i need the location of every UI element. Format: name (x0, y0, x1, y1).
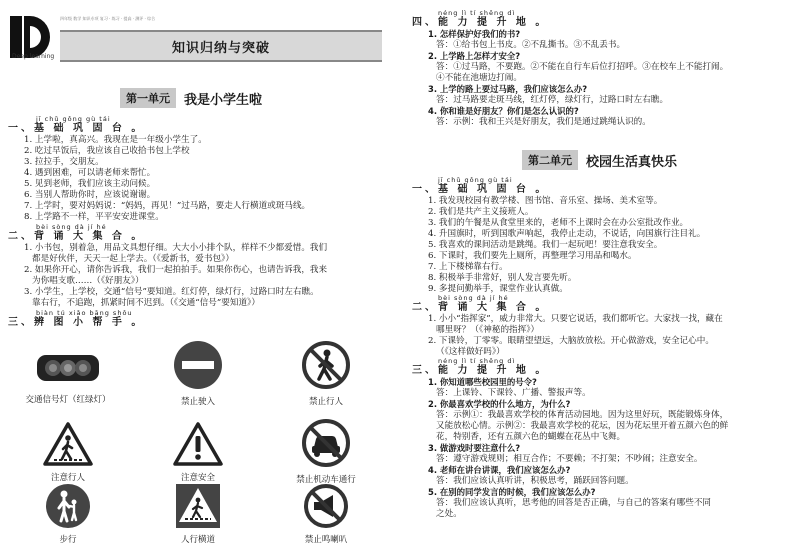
sign-crosswalk (138, 483, 258, 545)
section-title: 二、背 诵 大 集 合 。 (412, 302, 549, 313)
question: 1. 你知道哪些校园里的号令? (428, 377, 537, 387)
unit-1-tag: 第一单元 (120, 88, 176, 108)
list-item: 7. 上学时，要对妈妈说：“妈妈，再见！”过马路，要走人行横道或斑马线。 (24, 201, 311, 211)
section-pinyin: néng lì tí shēng dì (438, 9, 516, 17)
sign-caution (138, 421, 258, 483)
list-item: 8. 上学路不一样，平平安安进课堂。 (24, 212, 164, 222)
list-item: 2. 我们是共产主义接班人。 (428, 207, 534, 217)
sign-no-motor-vehicles (266, 417, 386, 485)
question: 4. 你和谁是好朋友？你们是怎么认识的? (428, 106, 579, 116)
sign-label: 人行横道 (180, 535, 215, 545)
section-pinyin: jī chǔ gǒng gù tái (36, 115, 111, 123)
unit-2-name: 校园生活真快乐 (586, 154, 678, 170)
list-item: 3. 小学生，上学校，交通“信号”要知道。红灯停，绿灯行，过路口时左右瞧。 (24, 287, 319, 297)
answer: 答：①给书包上书皮。②不乱撕书。③不乱丢书。 (436, 40, 626, 50)
question: 2. 上学路上怎样才安全? (428, 51, 521, 61)
list-item: 7. 上下楼梯靠右行。 (428, 262, 508, 272)
answer: 答：过马路要走斑马线，红灯停，绿灯行，过路口时左右瞧。 (436, 95, 669, 105)
section-title: 一、基 础 巩 固 台 。 (412, 184, 549, 195)
section-title: 一、基 础 巩 固 台 。 (8, 123, 145, 134)
no-horn-icon (303, 483, 349, 529)
caution-icon (172, 421, 224, 467)
sign-label: 注意安全 (180, 473, 215, 483)
no-entry-icon (172, 339, 224, 391)
list-item: 1. 我发现校园有教学楼、图书馆、音乐室、操场、美术室等。 (428, 196, 663, 206)
answer: 又能放松心情。示例②：我最喜欢学校的花坛，因为花坛里开着五颜六色的鲜 (436, 421, 729, 431)
list-item: 6. 下课时，我们要先上厕所，再整理学习用品和喝水。 (428, 251, 637, 261)
answer: 答：遵守游戏规则；相互合作；不要赖；不打架；不吵闹；注意安全。 (436, 454, 703, 464)
answer: 答：我们应该认真听，思考他的回答是否正确，与自己的答案有哪些不同 (436, 498, 712, 508)
list-item: 3. 拉拉手，交朋友。 (24, 157, 104, 167)
sign-watch-pedestrians (8, 421, 128, 483)
answer: 答：我们应该认真听讲，积极思考，踊跃回答问题。 (436, 476, 634, 486)
sign-traffic-light (8, 345, 128, 405)
list-item-cont: 为你唱支歌……（《好朋友》） (32, 276, 144, 286)
list-item: 2. 如果你开心，请你告诉我，我们一起拍拍手。如果你伤心，也请告诉我，我来 (24, 265, 328, 275)
unit-1-section-1 (8, 116, 388, 329)
list-item: 1. 上学啦，真高兴。我现在是一年级小学生了。 (24, 135, 207, 145)
section-pinyin: néng lì tí shēng dì (438, 357, 516, 365)
list-item: 9. 多提问勤举手，课堂作业认真做。 (428, 284, 568, 294)
list-item: 4. 升国旗时，听到国歌声响起，我停止走动，不说话，向国旗行注目礼。 (428, 229, 706, 239)
section-pinyin: biàn tú xiǎo bāng shǒu (36, 309, 133, 317)
list-item: 3. 我们的午餐是从食堂里来的，老师不上课时会在办公室批改作业。 (428, 218, 689, 228)
unit-1-heading (120, 88, 262, 108)
watch-pedestrians-icon (42, 421, 94, 467)
sign-label: 禁止机动车通行 (296, 475, 356, 485)
header-small-print: 四年级 数学 知识专项 复习 · 练习 · 提高 · 测评 · 综合 (60, 16, 156, 21)
list-item: 2. 吃过早饭后，我应该自己收拾书包上学校 (24, 146, 190, 156)
list-item-cont: 哪里呀？（《神秘的指挥》） (436, 325, 540, 335)
traffic-light-icon (33, 345, 103, 389)
section-title: 三、能 力 提 升 地 。 (412, 365, 549, 376)
question: 3. 上学的路上要过马路，我们应该怎么办? (428, 84, 588, 94)
section-title: 三、辨 图 小 帮 手 。 (8, 317, 145, 328)
sign-label: 禁止鸣喇叭 (304, 535, 348, 545)
list-item-cont: （《这样做好吗》） (436, 347, 505, 357)
answer: 之处。 (436, 509, 462, 519)
list-item-cont: 靠右行，不追跑，抓紧时间不迟到。（《交通“信号”要知道》） (32, 298, 260, 308)
sign-label: 交通信号灯（红绿灯） (25, 395, 111, 405)
no-motor-vehicles-icon (300, 417, 352, 469)
walk-icon (45, 483, 91, 529)
list-item: 1. 小书包，别着急，用品文具想仔细。大大小小排个队，样样不少都爱惜。我们 (24, 243, 328, 253)
list-item: 5. 我喜欢的课间活动是跳绳。我们一起玩吧！要注意我安全。 (428, 240, 663, 250)
answer: 花，特别香，还有五颜六色的蝴蝶在花丛中飞舞。 (436, 432, 626, 442)
list-item: 8. 积极举手非常好，别人发言要先听。 (428, 273, 577, 283)
list-item: 5. 见到老师，我们应该主动问候。 (24, 179, 156, 189)
unit-2-tag: 第二单元 (522, 150, 578, 170)
sign-no-entry (138, 339, 258, 407)
question: 1. 怎样保护好我们的书? (428, 29, 521, 39)
list-item: 1. 小小“指挥家”，威力非常大。只要它说话，我们都听它。大家找一找，藏在 (428, 314, 723, 324)
logo-text: Deep learning (12, 53, 55, 60)
list-item-cont: 都是好伙伴，天天一起上学去。（《爱新书，爱书包》） (32, 254, 234, 264)
unit-1-section-4 (412, 10, 804, 128)
question: 2. 你最喜欢学校的什么地方，为什么? (428, 399, 571, 409)
question: 5. 在别的同学发言的时候，我们应该怎么办? (428, 487, 596, 497)
no-pedestrians-icon (300, 339, 352, 391)
answer: 答：上课铃、下课铃、广播、警报声等。 (436, 388, 591, 398)
answer: 答：示例①：我最喜欢学校的体育活动园地。因为这里好玩，既能锻炼身体， (436, 410, 729, 420)
unit-2-sections (412, 177, 804, 520)
answer: 答：示例：我和王兴是好朋友，我们是通过跳绳认识的。 (436, 117, 651, 127)
sign-no-pedestrians (266, 339, 386, 407)
question: 4. 老师在讲台讲课，我们应该怎么办? (428, 465, 571, 475)
unit-2-heading (522, 150, 677, 170)
sign-label: 注意行人 (50, 473, 85, 483)
sign-walk (8, 483, 128, 545)
list-item: 4. 遇到困难，可以请老师来帮忙。 (24, 168, 156, 178)
page-title: 知识归纳与突破 (60, 30, 382, 62)
list-item: 6. 当别人帮助你时，应该说谢谢。 (24, 190, 156, 200)
section-pinyin: bèi sòng dà jí hé (438, 294, 509, 302)
answer: ④不能在池塘边打闹。 (436, 73, 522, 83)
sign-label: 禁止行人 (308, 397, 343, 407)
sign-label: 禁止驶入 (180, 397, 215, 407)
list-item: 2. 下课铃，丁零零。眼睛望望远，大脑放放松。开心做游戏，安全记心中。 (428, 336, 714, 346)
sign-label: 步行 (59, 535, 77, 545)
unit-1-name: 我是小学生啦 (184, 92, 263, 108)
answer: 答：①过马路，不要跑。②不能在自行车后位打招呼。③在校车上不能打闹。 (436, 62, 729, 72)
section-pinyin: bèi sòng dà jí hé (36, 223, 107, 231)
section-title: 二、背 诵 大 集 合 。 (8, 231, 145, 242)
section-title: 四、能 力 提 升 地 。 (412, 17, 549, 28)
question: 3. 做游戏时要注意什么? (428, 443, 521, 453)
crosswalk-icon (175, 483, 221, 529)
sign-no-horn (266, 483, 386, 545)
section-pinyin: jī chǔ gǒng gù tái (438, 176, 513, 184)
